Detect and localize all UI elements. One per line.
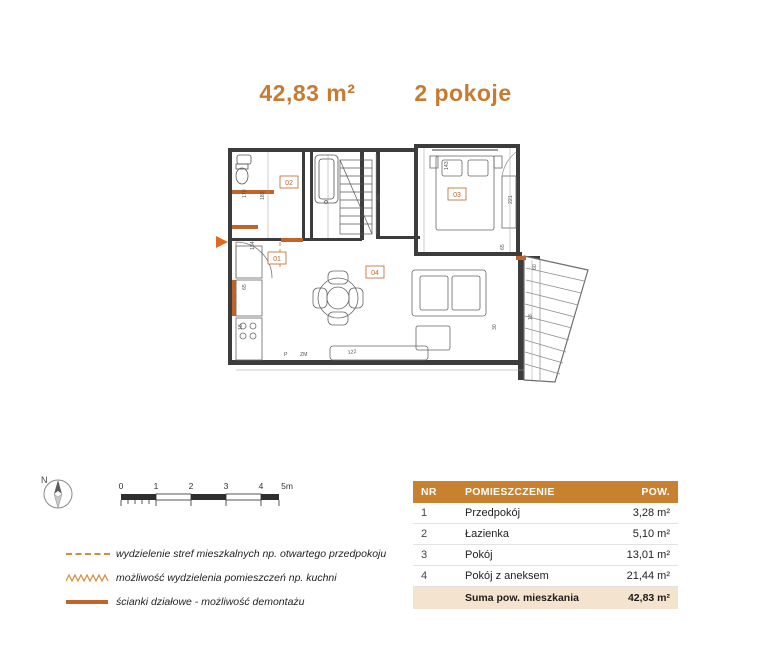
dim-143: 143 (444, 161, 450, 170)
room-tag-04: 04 (371, 270, 379, 277)
row-nr: 3 (413, 545, 457, 566)
dim-30: 30 (492, 324, 498, 330)
row-area: 21,44 m² (609, 566, 678, 587)
row-nr: 1 (413, 503, 457, 524)
dim-18a: 18 (238, 324, 244, 330)
scale-tick-0: 0 (118, 481, 124, 491)
table-row (413, 545, 678, 566)
column-header-nr: NR (413, 481, 457, 503)
legend-item (66, 566, 406, 590)
table-row (413, 524, 678, 545)
compass-rose (33, 469, 79, 515)
summary-area: 42,83 m² (609, 587, 678, 610)
dim-170: 170 (242, 189, 248, 198)
dim-60: 60 (532, 264, 538, 270)
row-area: 3,28 m² (609, 503, 678, 524)
dim-245: 245 (376, 193, 382, 202)
legend-items (66, 542, 406, 614)
entrance-arrow (216, 236, 228, 248)
solid-thick-line-icon (66, 595, 110, 609)
row-name: Przedpokój (457, 503, 609, 524)
legend-item-label: ścianki działowe - możliwość demontażu (116, 596, 305, 608)
dim-221: 221 (508, 195, 514, 204)
dim-65b: 65 (500, 244, 506, 250)
row-name: Łazienka (457, 524, 609, 545)
plan-header (0, 80, 771, 107)
room-schedule-table (413, 481, 678, 609)
floor-plan-drawing (180, 130, 610, 420)
zigzag-line-icon (66, 571, 110, 585)
legend-item-label: wydzielenie stref mieszkalnych np. otwartego przedpokoju (116, 548, 387, 560)
row-nr: 2 (413, 524, 457, 545)
row-name: Pokój z aneksem (457, 566, 609, 587)
label-p: P (284, 352, 288, 358)
dim-65a: 65 (242, 284, 248, 290)
summary-label: Suma pow. mieszkania (457, 587, 609, 610)
row-area: 5,10 m² (609, 524, 678, 545)
scale-tick-1: 1 (153, 481, 159, 491)
row-name: Pokój (457, 545, 609, 566)
row-nr: 4 (413, 566, 457, 587)
table-summary-row (413, 587, 678, 610)
row-area: 13,01 m² (609, 545, 678, 566)
total-area-label: 42,83 m² (259, 80, 356, 106)
room-count-label: 2 pokoje (414, 80, 512, 106)
dim-122: 122 (347, 348, 357, 356)
scale-tick-5m: 5m (281, 481, 293, 491)
table-header-row (413, 481, 678, 503)
room-tag-03: 03 (453, 192, 461, 199)
stair-shaft (340, 160, 372, 234)
scale-bar (111, 480, 301, 514)
scale-tick-2: 2 (188, 481, 194, 491)
bedroom-furniture (430, 152, 516, 230)
scale-tick-4: 4 (258, 481, 264, 491)
legend-item (66, 590, 406, 614)
dim-134: 134 (250, 241, 256, 250)
scale-tick-3: 3 (223, 481, 229, 491)
dim-18b: 18 (528, 314, 534, 320)
room-tag-01: 01 (273, 256, 281, 263)
label-zm: ZM (300, 352, 308, 358)
legend-item-label: możliwość wydzielenia pomieszczeń np. kuchni (116, 572, 337, 584)
legend-item (66, 542, 406, 566)
room-tag-02: 02 (285, 180, 293, 187)
compass-north-label: N (41, 475, 48, 485)
column-header-name: POMIESZCZENIE (457, 481, 609, 503)
summary-spacer (413, 587, 457, 610)
dim-182: 182 (260, 191, 266, 200)
table-row (413, 503, 678, 524)
column-header-area: POW. (609, 481, 678, 503)
table-row (413, 566, 678, 587)
dashed-line-icon (66, 547, 110, 561)
